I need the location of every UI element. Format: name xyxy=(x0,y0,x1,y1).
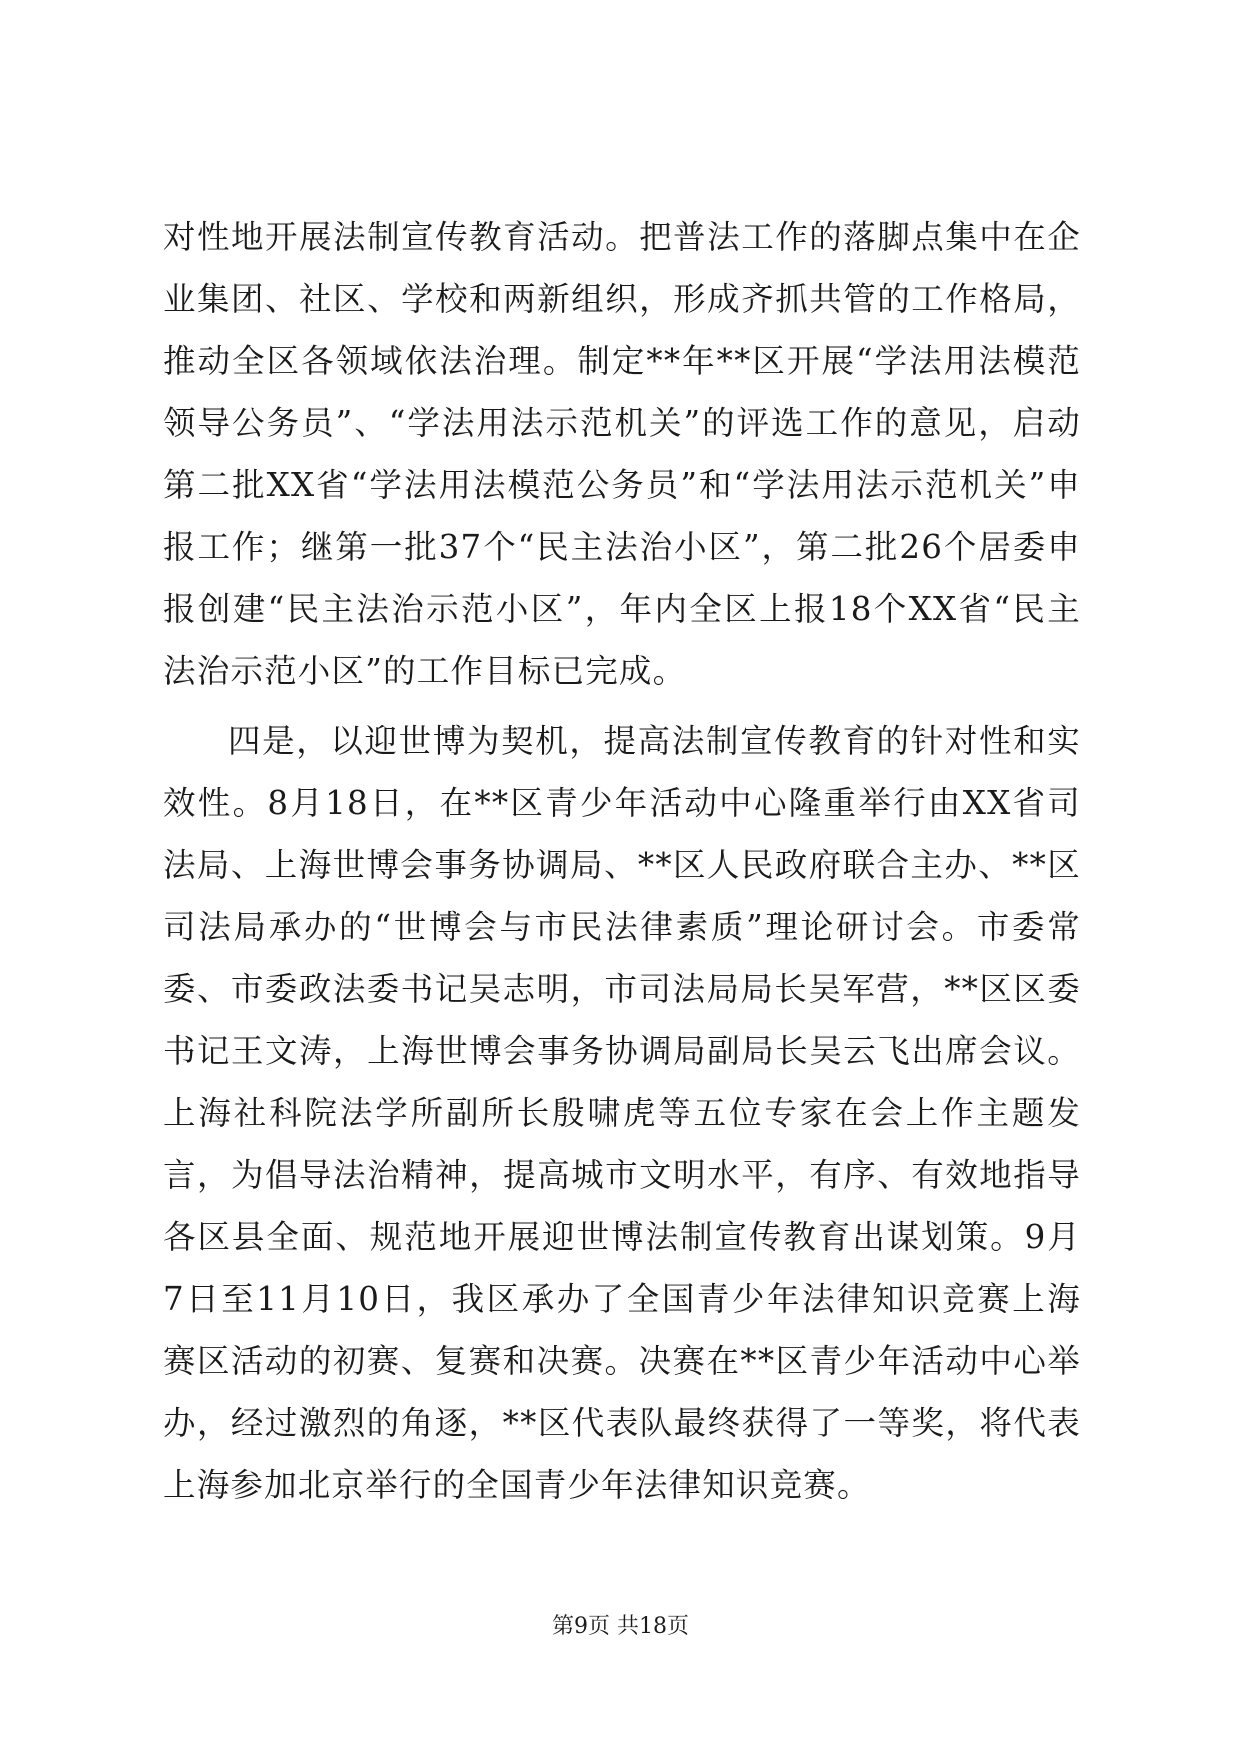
paragraph-four: 四是，以迎世博为契机，提高法制宣传教育的针对性和实效性。8月18日，在**区青少年活动中心隆重举行由XX省司法局、上海世博会事务协调局、**区人民政府联合主办、**区司法局承办的“世博会与市民法律素质”理论研讨会。市委常委、市委政法委书记吴志明，市司法局局长吴军营，**区区委书记王文涛，上海世博会事务协调局副局长吴云飞出席会议。上海社科院法学所副所长殷啸虎等五位专家在会上作主题发言，为倡导法治精神，提高城市文明水平，有序、有效地指导各区县全面、规范地开展迎世博法制宣传教育出谋划策。9月7日至11月10日，我区承办了全国青少年法律知识竞赛上海赛区活动的初赛、复赛和决赛。决赛在**区青少年活动中心举办，经过激烈的角逐，**区代表队最终获得了一等奖，将代表上海参加北京举行的全国青少年法律知识竞赛。 xyxy=(163,722,1081,1504)
paragraph-continuation: 对性地开展法制宣传教育活动。把普法工作的落脚点集中在企业集团、社区、学校和两新组织，形成齐抓共管的工作格局，推动全区各领域依法治理。制定**年**区开展“学法用法模范领导公务员”、“学法用法示范机关”的评选工作的意见，启动第二批XX省“学法用法模范公务员”和“学法用法示范机关”申报工作；继第一批37个“民主法治小区”，第二批26个居委申报创建“民主法治示范小区”，年内全区上报18个XX省“民主法治示范小区”的工作目标已完成。 xyxy=(163,218,1081,690)
page-number-footer: 第9页 共18页 xyxy=(552,1614,689,1639)
document-body xyxy=(163,206,1081,1516)
